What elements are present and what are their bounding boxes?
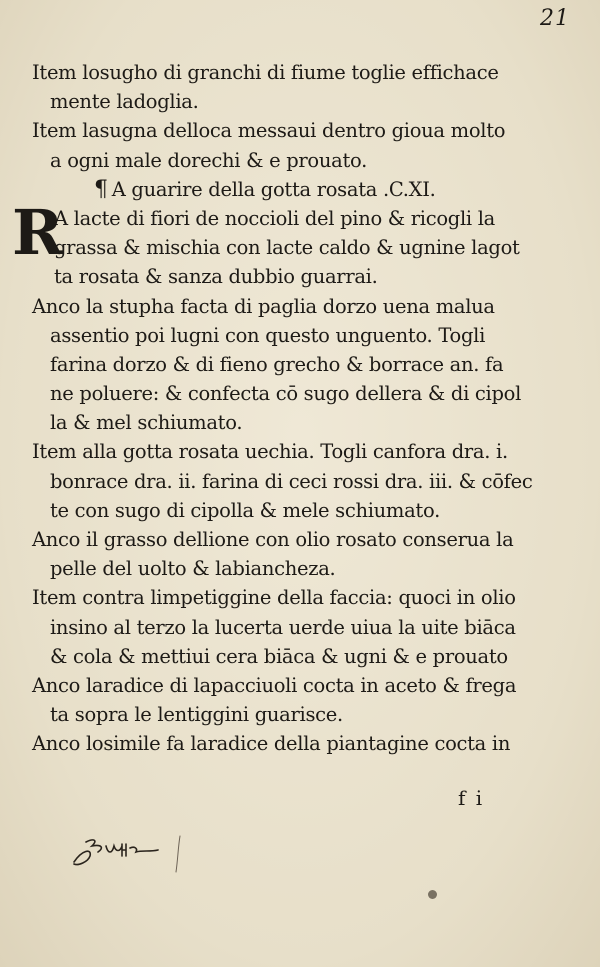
text-line: ne poluere: & confecta cō sugo dellera & di cipol — [50, 382, 522, 406]
text-line: pelle del uolto & labiancheza. — [50, 557, 336, 581]
text-line: Item lasugna delloca messaui dentro gioua molto — [32, 119, 506, 143]
drop-initial: R — [12, 195, 64, 269]
text-line: Item contra limpetiggine della faccia: quoci in olio — [32, 586, 516, 610]
heading-text: A guarire della gotta rosata .C.XI. — [111, 177, 436, 201]
folio-number: 21 — [540, 6, 570, 31]
ink-smudge-icon — [428, 890, 437, 899]
text-line: Item losugho di granchi di fiume toglie effichace — [32, 61, 499, 84]
text-line: a ogni male dorechi & e prouato. — [50, 148, 367, 172]
text-line: te con sugo di cipolla & mele schiumato. — [50, 498, 440, 522]
text-line: Anco il grasso dellione con olio rosato conserua la — [32, 528, 514, 551]
text-line: Anco la stupha facta di paglia dorzo uena malua — [32, 294, 495, 318]
text-line: assentio poi lugni con questo unguento. Togli — [50, 323, 486, 347]
text-line: Anco laradice di lapacciuoli cocta in aceto & frega — [32, 673, 517, 697]
text-line: & cola & mettiui cera biāca & ugni & e prouato — [50, 644, 508, 668]
paragraph-mark-icon: ¶ — [94, 176, 108, 202]
text-block — [12, 58, 572, 759]
line-text: A lacte di fiori de noccioli del pino & ricogli la — [54, 206, 495, 230]
section-heading — [32, 175, 572, 204]
text-line: Item alla gotta rosata uechia. Togli canfora dra. i. — [32, 440, 508, 464]
text-line: la & mel schiumato. — [50, 411, 243, 435]
text-line: ta sopra le lentiggini guarisce. — [50, 703, 343, 727]
text-line: Anco losimile fa laradice della piantagine cocta in — [32, 732, 511, 756]
text-line: insino al terzo la lucerta uerde uiua la uite biāca — [50, 615, 516, 639]
text-line: bonrace dra. ii. farina di ceci rossi dra. iii. & cōfec — [50, 469, 533, 493]
text-line: ta rosata & sanza dubbio guarrai. — [54, 265, 378, 289]
text-line: grassa & mischia con lacte caldo & ugnine lagot — [54, 236, 520, 260]
handwritten-signature-icon — [68, 828, 198, 878]
text-line: farina dorzo & di fieno grecho & borrace an. fa — [50, 352, 504, 376]
catchword: f i — [458, 786, 485, 810]
text-line: mente ladoglia. — [50, 90, 199, 114]
